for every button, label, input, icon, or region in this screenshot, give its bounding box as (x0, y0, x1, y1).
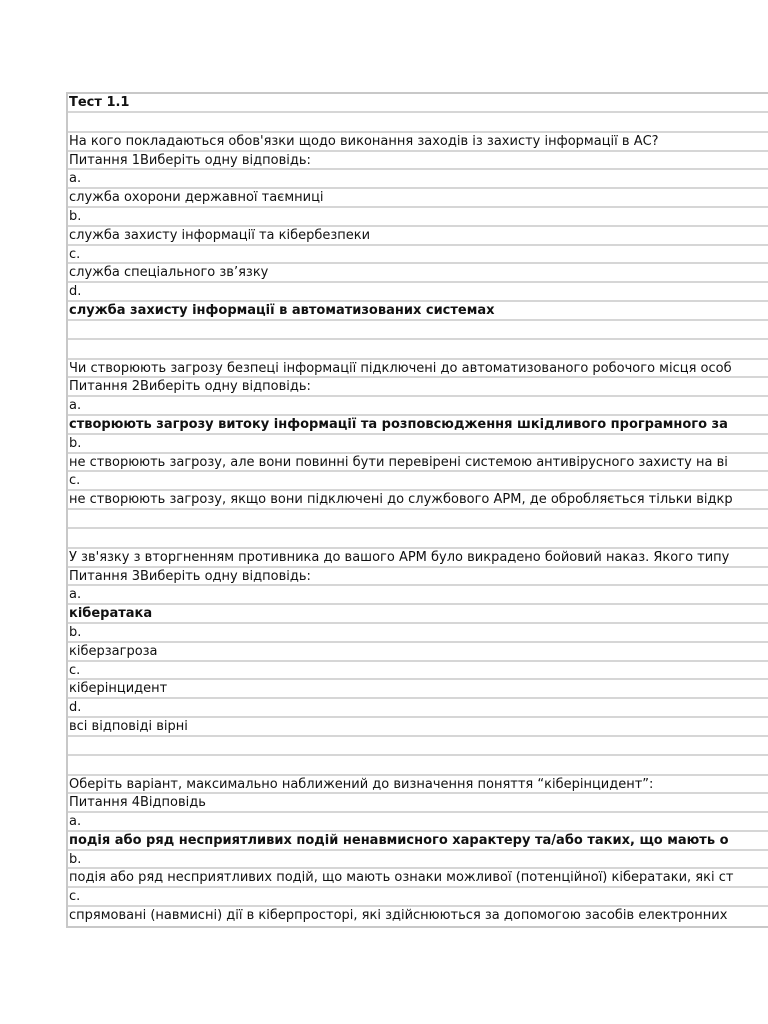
cell-text[interactable]: b. (68, 624, 768, 643)
spreadsheet-grid (66, 92, 768, 928)
cell-text[interactable]: служба захисту інформації та кібербезпеки (68, 227, 768, 246)
cell-text[interactable]: Чи створюють загрозу безпеці інформації підключені до автоматизованого робочого місця особ (68, 360, 768, 379)
cell-text[interactable]: b. (68, 208, 768, 227)
cell-text[interactable]: кібератака (68, 605, 768, 624)
cell-text[interactable]: На кого покладаються обов'язки щодо виконання заходів із захисту інформації в АС? (68, 133, 768, 152)
cell-text[interactable]: b. (68, 851, 768, 870)
cell-text[interactable]: c. (68, 472, 768, 491)
cell-text[interactable]: c. (68, 662, 768, 681)
cell-text[interactable]: a. (68, 170, 768, 189)
cell-text[interactable]: Оберіть варіант, максимально наближений до визначення поняття “кіберінцидент”: (68, 776, 768, 795)
empty-cell[interactable] (68, 756, 768, 776)
cell-text[interactable]: Питання 2Виберіть одну відповідь: (68, 378, 768, 397)
cell-text[interactable]: кіберінцидент (68, 680, 768, 699)
cell-text[interactable]: служба захисту інформації в автоматизованих системах (68, 302, 768, 321)
cell-text[interactable]: служба спеціального зв’язку (68, 264, 768, 283)
cell-text[interactable]: Питання 3Виберіть одну відповідь: (68, 568, 768, 587)
cell-text[interactable]: служба охорони державної таємниці (68, 189, 768, 208)
empty-cell[interactable] (68, 113, 768, 133)
cell-text[interactable]: b. (68, 435, 768, 454)
cell-text[interactable]: a. (68, 813, 768, 832)
cell-text[interactable]: Питання 4Відповідь (68, 794, 768, 813)
cell-text[interactable]: a. (68, 586, 768, 605)
cell-text[interactable]: Питання 1Виберіть одну відповідь: (68, 152, 768, 171)
empty-cell[interactable] (68, 321, 768, 340)
cell-text[interactable]: кіберзагроза (68, 643, 768, 662)
cell-text[interactable]: У зв'язку з вторгненням противника до вашого АРМ було викрадено бойовий наказ. Якого типу (68, 549, 768, 568)
cell-text[interactable]: c. (68, 246, 768, 265)
empty-cell[interactable] (68, 529, 768, 549)
cell-text[interactable]: c. (68, 888, 768, 907)
cell-text[interactable]: не створюють загрозу, якщо вони підключені до службового АРМ, де обробляється тільки відкр (68, 491, 768, 510)
cell-text[interactable]: d. (68, 283, 768, 302)
empty-cell[interactable] (68, 510, 768, 529)
empty-cell[interactable] (68, 340, 768, 360)
cell-text[interactable]: спрямовані (навмисні) дії в кіберпросторі, які здійснюються за допомогою засобів електронних (69, 908, 728, 924)
cell-text[interactable]: подія або ряд несприятливих подій ненавмисного характеру та/або таких, що мають о (68, 832, 768, 851)
cell-text[interactable]: d. (68, 699, 768, 718)
cell-text[interactable]: створюють загрозу витоку інформації та розповсюдження шкідливого програмного за (68, 416, 768, 435)
cell-text[interactable]: подія або ряд несприятливих подій, що мають ознаки можливої (потенційної) кібератаки, які ст (68, 869, 768, 888)
cell-text[interactable]: Тест 1.1 (68, 94, 768, 113)
cell-text[interactable]: всі відповіді вірні (68, 718, 768, 737)
cell-text[interactable]: a. (68, 397, 768, 416)
cell-text[interactable]: не створюють загрозу, але вони повинні бути перевірені системою антивірусного захисту на ві (68, 454, 768, 473)
empty-cell[interactable] (68, 737, 768, 756)
